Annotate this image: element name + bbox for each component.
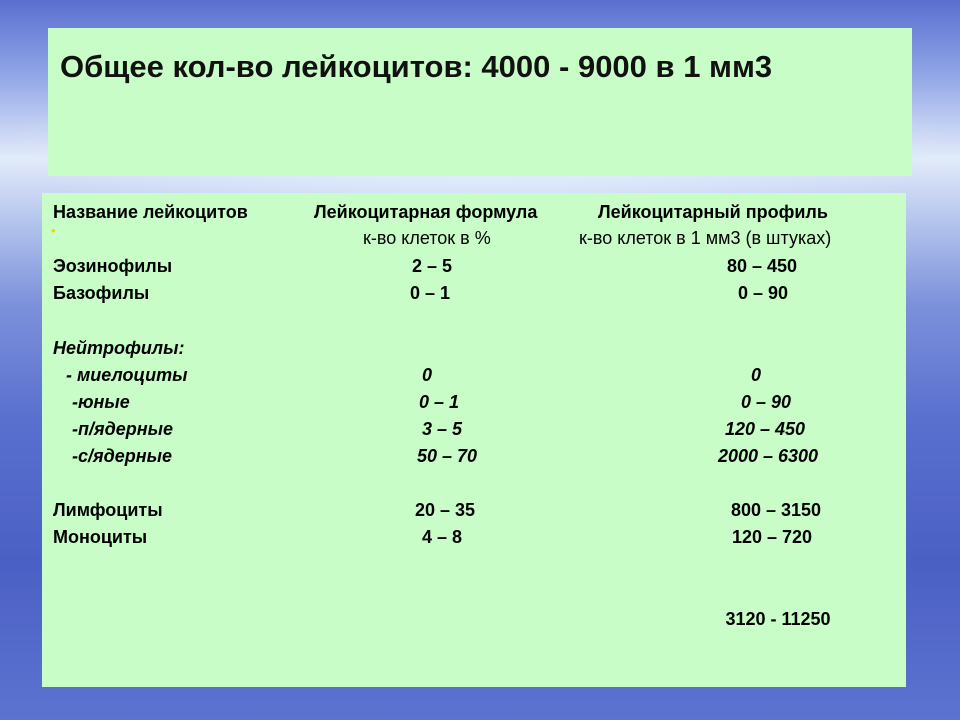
row-lymphocytes-name: Лимфоциты: [53, 500, 163, 520]
row-myelocytes-profile: 0: [750, 365, 762, 385]
row-neutrophils-heading: Нейтрофилы:: [53, 338, 185, 358]
row-basophils-formula: 0 – 1: [409, 283, 451, 303]
row-basophils-name: Базофилы: [53, 283, 150, 303]
subheader-profile: к-во клеток в 1 мм3 (в штуках): [579, 228, 832, 248]
row-band-formula: 3 – 5: [421, 419, 463, 439]
row-band-name: -п/ядерные: [72, 419, 173, 439]
title-panel: [48, 28, 912, 176]
row-myelocytes-name: - миелоциты: [66, 365, 188, 385]
bullet-icon: •: [51, 223, 56, 238]
row-basophils-profile: 0 – 90: [737, 283, 789, 303]
row-juvenile-name: -юные: [72, 392, 130, 412]
slide-title: Общее кол-во лейкоцитов: 4000 - 9000 в 1 мм3: [60, 49, 773, 84]
row-myelocytes-formula: 0: [421, 365, 433, 385]
subheader-formula: к-во клеток в %: [363, 228, 491, 248]
row-band-profile: 120 – 450: [724, 419, 806, 439]
row-lymphocytes-profile: 800 – 3150: [730, 500, 822, 520]
row-segmented-formula: 50 – 70: [416, 446, 478, 466]
row-eosinophils-name: Эозинофилы: [53, 256, 173, 276]
row-lymphocytes-formula: 20 – 35: [414, 500, 476, 520]
header-name: Название лейкоцитов: [53, 202, 248, 222]
row-segmented-profile: 2000 – 6300: [717, 446, 819, 466]
row-monocytes-name: Моноциты: [53, 527, 148, 547]
row-segmented-name: -с/ядерные: [72, 446, 172, 466]
row-juvenile-formula: 0 – 1: [418, 392, 460, 412]
total-value: 3120 - 11250: [725, 609, 831, 629]
leukocyte-table-panel: [42, 193, 906, 687]
row-monocytes-formula: 4 – 8: [421, 527, 463, 547]
header-formula: Лейкоцитарная формула: [314, 202, 538, 222]
header-profile: Лейкоцитарный профиль: [598, 202, 828, 222]
row-eosinophils-profile: 80 – 450: [726, 256, 798, 276]
row-eosinophils-formula: 2 – 5: [411, 256, 453, 276]
row-monocytes-profile: 120 – 720: [731, 527, 813, 547]
row-juvenile-profile: 0 – 90: [740, 392, 792, 412]
